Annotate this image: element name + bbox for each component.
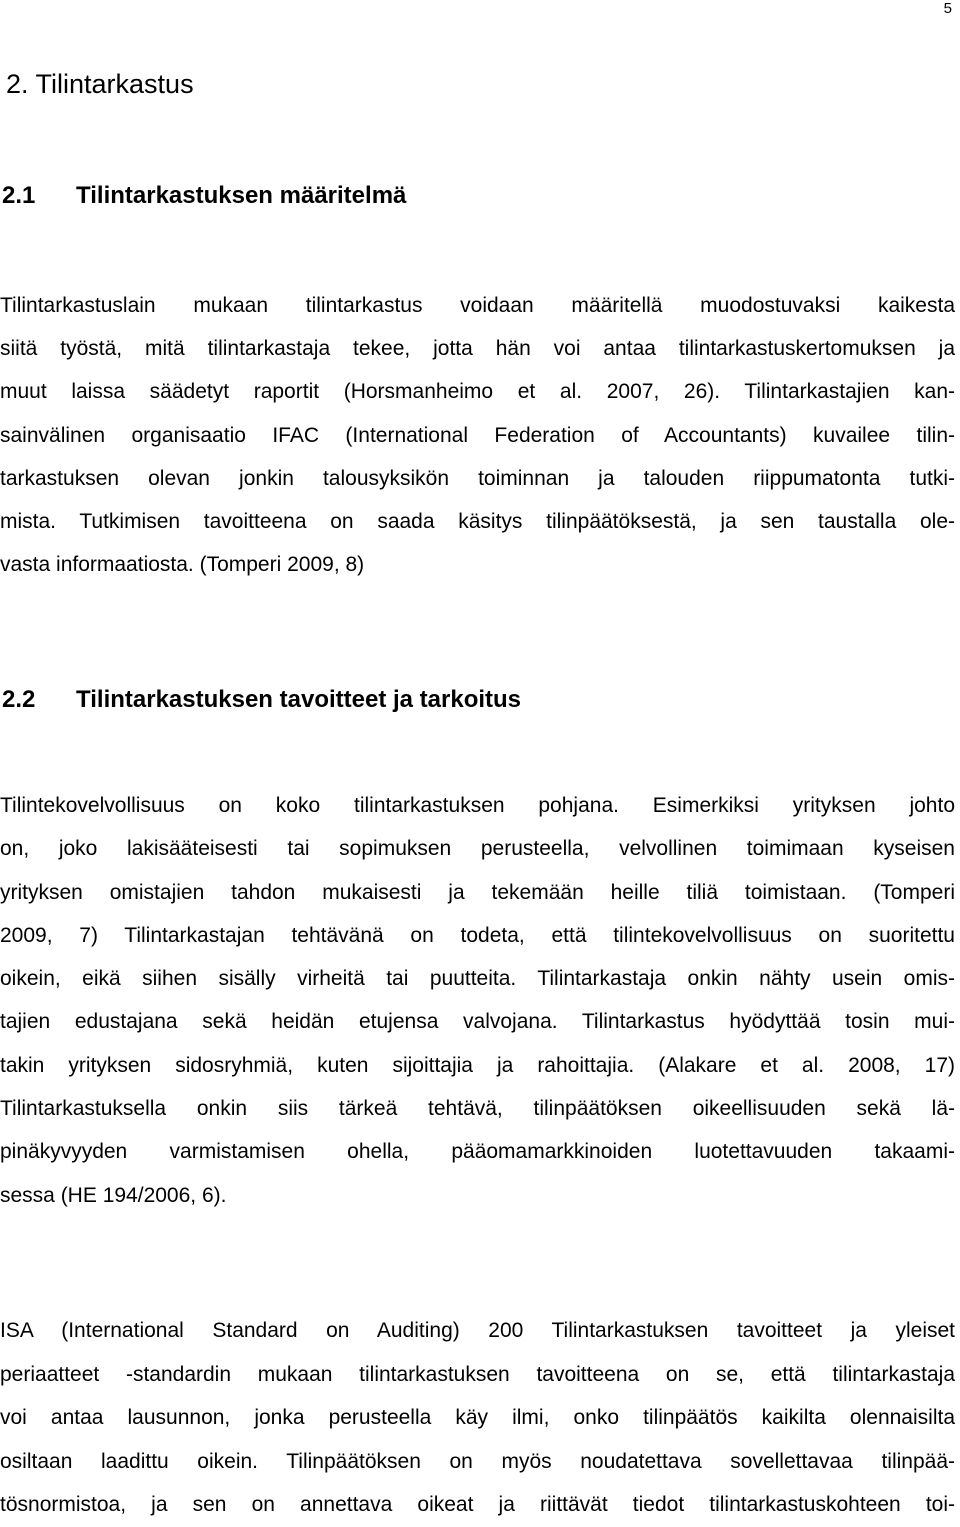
paragraph-isa-200 bbox=[0, 1309, 955, 1527]
text-line: periaatteet -standardin mukaan tilintarkastuksen tavoitteena on se, että tilintarkastaja bbox=[0, 1362, 955, 1386]
text-line: Tilintarkastuksella onkin siis tärkeä tehtävä, tilinpäätöksen oikeellisuuden sekä lä- bbox=[0, 1097, 955, 1121]
paragraph-objectives bbox=[0, 784, 955, 1217]
section-title: Tilintarkastuksen määritelmä bbox=[76, 182, 407, 209]
text-line: voi antaa lausunnon, jonka perusteella käy ilmi, onko tilinpäätös kaikilta olennaisilta bbox=[0, 1406, 955, 1429]
section-title: Tilintarkastuksen tavoitteet ja tarkoitus bbox=[76, 686, 522, 713]
text-line: vasta informaatiosta. (Tomperi 2009, 8) bbox=[0, 553, 365, 577]
text-line: osiltaan laadittu oikein. Tilinpäätöksen on myös noudatettava sovellettavaa tilinpää- bbox=[0, 1449, 955, 1473]
text-line: Tilintarkastuslain mukaan tilintarkastus voidaan määritellä muodostuvaksi kaikesta bbox=[0, 294, 955, 317]
section-number: 2.2 bbox=[2, 686, 36, 713]
chapter-heading: 2. Tilintarkastus bbox=[6, 69, 194, 99]
text-line: Tilintekovelvollisuus on koko tilintarkastuksen pohjana. Esimerkiksi yrityksen johto bbox=[0, 794, 955, 817]
text-line: yrityksen omistajien tahdon mukaisesti ja tekemään heille tiliä toimistaan. (Tomperi bbox=[0, 880, 955, 904]
text-line: siitä työstä, mitä tilintarkastaja tekee, jotta hän voi antaa tilintarkastuskertomuksen ja bbox=[0, 337, 955, 361]
text-line: pinäkyvyyden varmistamisen ohella, pääomamarkkinoiden luotettavuuden takaami- bbox=[0, 1140, 955, 1164]
section-heading-2-2 bbox=[2, 684, 521, 716]
section-number: 2.1 bbox=[2, 182, 36, 209]
text-line: tarkastuksen olevan jonkin talousyksikön toiminnan ja talouden riippumatonta tutki- bbox=[0, 466, 955, 490]
text-line: sainvälinen organisaatio IFAC (International Federation of Accountants) kuvailee tilin- bbox=[0, 423, 955, 447]
text-line: muut laissa säädetyt raportit (Horsmanheimo et al. 2007, 26). Tilintarkastajien kan- bbox=[0, 380, 955, 404]
text-line: mista. Tutkimisen tavoitteena on saada käsitys tilinpäätöksestä, ja sen taustalla ole- bbox=[0, 509, 955, 533]
text-line: sessa (HE 194/2006, 6). bbox=[0, 1183, 227, 1207]
text-line: on, joko lakisääteisesti tai sopimuksen perusteella, velvollinen toimimaan kyseisen bbox=[0, 837, 955, 861]
section-heading-2-1 bbox=[2, 180, 406, 212]
paragraph-definition bbox=[0, 284, 955, 586]
text-line: tajien edustajana sekä heidän etujensa valvojana. Tilintarkastus hyödyttää tosin mui- bbox=[0, 1010, 955, 1034]
text-line: tösnormistoa, ja sen on annettava oikeat ja riittävät tiedot tilintarkastuskohteen toi- bbox=[0, 1493, 955, 1516]
text-line: 2009, 7) Tilintarkastajan tehtävänä on todeta, että tilintekovelvollisuus on suoritettu bbox=[0, 923, 955, 947]
text-line: ISA (International Standard on Auditing) 200 Tilintarkastuksen tavoitteet ja yleiset bbox=[0, 1319, 955, 1342]
text-line: takin yrityksen sidosryhmiä, kuten sijoittajia ja rahoittajia. (Alakare et al. 2008, 17) bbox=[0, 1053, 955, 1077]
page-number: 5 bbox=[943, 0, 952, 17]
text-line: oikein, eikä siihen sisälly virheitä tai puutteita. Tilintarkastaja onkin nähty usein omis- bbox=[0, 967, 955, 991]
